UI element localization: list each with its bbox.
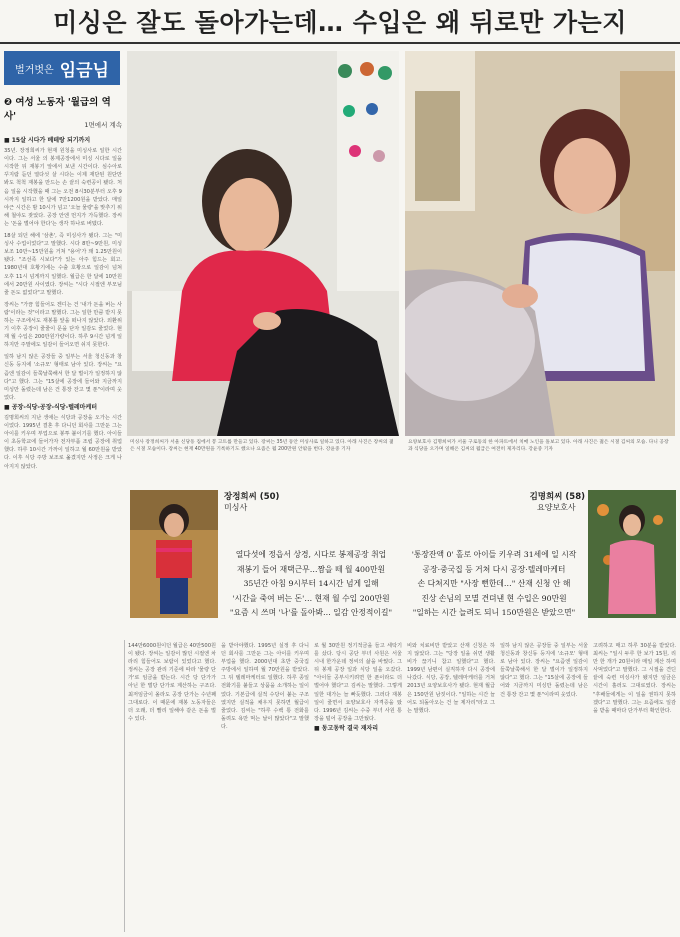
column-text: 고려하고 매고 하루 30분을 받았다. 최씨는 "일시 두루 한 보가 15원, 리만 한 개가 20원이라 매일 계산 하며 사먹었다"고 말했다. 그 시절을 견딘 끝에 숙련 미싱사가 됐지만 임금은 시간이 흘러도 그대로였다. 장씨는 "후배들에게는 이 일을 권하지 못하겠다"고 말했다. 그는 요즘에도 일감을 받을 때마다 단가부터 확인한다. <box>593 643 676 714</box>
quote-line: '시간을 죽여 버는 돈'… 현재 월 수입 200만원 <box>232 593 390 603</box>
article-column-6 <box>500 642 588 932</box>
profile1-role: 미싱사 <box>224 503 248 512</box>
profile2-role: 요양보호사 <box>537 503 576 512</box>
column-text: 일하 남지 않은 공장들 중 일부는 서울 청신동과 창신동 등지에 '소규모' 형태로 남아 있다. 장씨는 "요즘엔 일감이 들쭉날쭉해서 한 달 벌이가 일정하지 않다"고 했다. 그는 "15살에 공장에 들어와 지금까지 미싱만 돌렸는데 남은 건 통장 잔고 몇 푼"이라며 웃었다. <box>500 643 588 698</box>
quote-line: "일하는 시간 늘려도 되니 150만원은 받았으면" <box>412 608 576 617</box>
quote-line: 재봉기 들어 재택근무…짬을 떼 월 400만원 <box>236 564 386 574</box>
column-text: 로 월 30만원 정기적금을 들고 세탁기를 샀다. 당시 공단 부녀 사원은 서울 시내 한가운데 정씨의 삶을 바꿨다. 그 뒤 봉제 공장 일과 식당 일을 오갔다. "아이들 공부시키려면 한 푼이라도 더 벌어야 했다"고 김씨는 말했다. 그렇게 일한 대가는 늘 빠듯했다. 그러다 재봉일이 줄면서 요양보호사 자격증을 땄다. 1996년 김씨는 수중 부녀 사원 통장을 털어 공장을 그만뒀다. <box>314 643 402 722</box>
column-text: 장씨는 "가끔 힘들어도 겐디는 건 '내가 돈을 버는 사람'이라는 것"이라고 말했다. 그는 일한 만큼 받지 못하는 구조에서도 재봉틀 앞을 떠나지 않았다. 외환위기 이후 공장이 줄줄이 문을 닫자 일감도 줄었다. 현재 월 수입은 200만원가량이다. 하루 9시간 넘게 일하지만 주말에도 일감이 들어오면 쉬지 못한다. <box>4 301 122 349</box>
series-logo-big: 임금님 <box>59 60 109 81</box>
photo-caregiver <box>405 51 675 436</box>
section-head: ■ 15살 시다가 베테랑 되기까지 <box>4 137 91 144</box>
column-text: 비와 치료비만 받았고 산재 신청은 하지 않았다. 그는 "당장 일을 쉬면 생활비가 끊기니 참고 일했다"고 했다. 1999년 남편이 실직하자 다시 공장에 나갔다. 식당, 공장, 텔레마케터를 거쳐 2013년 요양보호사가 됐다. 현재 월급은 150만원 남짓이다. "일하는 시간 늘어도 되돌아오는 건 늘 제자리"라고 그는 말했다. <box>407 643 495 714</box>
quote-line: '통장잔액 0' 홀로 아이들 키우려 31세에 일 시작 <box>411 550 577 559</box>
article-column-3 <box>221 642 309 932</box>
article-column-7 <box>593 642 676 932</box>
photo-credit: 강윤중 기자 <box>528 446 554 452</box>
article-column-2 <box>128 642 216 932</box>
photo-caregiver-illustration <box>405 51 675 436</box>
column-text: 일하 남지 않은 공장들 중 일부는 서울 청신동과 창신동 등지에 '소규모' 형태로 남아 있다. 장씨는 "요즘엔 일감이 들쭉날쭉해서 한 달 벌이가 일정하지 않다"고 했다. 그는 "15살에 공장에 들어와 지금까지 미싱만 돌렸는데 남은 건 통장 잔고 몇 푼"이라며 웃었다. <box>4 354 122 401</box>
article-subtitle: ❷ 여성 노동자 '월급의 역사' <box>4 97 111 122</box>
article-column-5 <box>407 642 495 932</box>
section-head: ■ 동고동락 결국 재자리 <box>314 724 379 732</box>
portrait-illustration <box>588 490 676 618</box>
article-column-1 <box>4 135 122 930</box>
portrait-young-kim <box>588 490 676 618</box>
article-column-4 <box>314 642 402 932</box>
quote-line: 열다섯에 정읍서 상경, 시다로 봉제공장 취업 <box>235 550 387 559</box>
column-text: 김명희씨의 지난 생애는 식당과 공장을 오가는 시간이었다. 1995년 결혼 후 다니던 회사를 그만둔 그는 아이를 키우며 부업으로 봉투 붙이기를 했다. 아이들이 초등학교에 들어가자 전자부품 조립 공장에 취업했다. 하루 10시간 가까이 일하고 월 60만원을 받았다. 이후 식당 주방 보조로 옮겼지만 사정은 크게 나아지지 않았다. <box>4 415 122 470</box>
page-headline: 미싱은 잘도 돌아가는데… 수입은 왜 뒤로만 가는지 <box>0 0 680 44</box>
portrait-illustration <box>130 490 218 618</box>
profile2-quote <box>403 548 585 621</box>
quote-line: "요즘 시 쓰며 '나'를 돌아봐… 일감 안정적이길" <box>229 608 393 617</box>
caption-text: 요양보호사 김명희씨가 서울 구로동의 한 아파트에서 치매 노인을 돌보고 있다. 아래 사진은 젊은 시절 김씨의 모습. 다니 공장과 식당을 오가며 일해온 김씨의 월급은 여전히 제자리다. <box>408 440 669 452</box>
column-text: 35년. 장정희씨가 현재 원청을 미싱사로 일한 시간이다. 그는 서울 의 봉제공장에서 미싱 시다로 일을 시작한 뒤 재봉기 앞에서 보낸 시간이다. 심수아로 꾸지람 듣던 열다섯 살 시다는 이제 재단된 원단만 봐도 척척 재봉을 만드는 손 끝의 숙련공이 됐다. 처음 일을 시작했을 때 그는 오전 8시30분부터 오후 9시까지 일하고 한 달에 7만1200원을 받았다. 매일 야근 시간은 밤 10시가 넘고 '오늘 물량'을 맞추기 위해 철야도 잦았다. 공장 안엔 먼지가 가득했다. 장씨는 '돈을 벌어야 한다'는 생각 하나로 버텼다. <box>4 148 122 227</box>
photo-sewing-illustration <box>127 51 399 436</box>
column-divider <box>124 640 125 932</box>
continued-note: 1면에서 계속 <box>84 121 122 129</box>
quote-line: 진상 손님의 모멸 견뎌낸 현 수입은 90만원 <box>421 593 567 603</box>
section-head: ■ 공장-식당-공장-식당-텔레마케터 <box>4 403 98 411</box>
series-logo <box>4 51 120 85</box>
quote-line: 35년간 아침 9시부터 14시간 넘게 일해 <box>243 579 379 588</box>
series-logo-small: 벌거벗은 <box>15 64 54 76</box>
photo-credit: 강윤중 기자 <box>325 446 351 452</box>
column-text: 18살 되던 해에 '삼촌', 즉 미싱사가 됐다. 그는 "미싱사 수업이었다"고 말했다. 시다 8만~9만원, 미싱보조 10만~15만원을 거쳐 "용어'가 돼 1.25만원이 됐다. "조선족 시보다"가 있는 아주 힘드는 회고. 1980년대 호황기에는 수출 호황으로 일감이 넘쳐 오후 11시 넘게까지 일했다. 월급은 한 달에 10만원에서 20만원 사이였다. 장씨는 "시다 시절엔 부모님 줄 돈도 없었다"고 말했다. <box>4 233 122 296</box>
portrait-young-jang <box>130 490 218 618</box>
column-text: 144만6000원이던 월급은 40만500원이 됐다. 장씨는 일감이 많던 시절엔 차라리 힘들어도 보람이 있었다고 했다. 정씨는 공장 관리 기준에 따라 '물량 단가'로 임금을 받는다. 시간 당 단가가 아닌 한 벌당 단가로 계산하는 구조다. 최저임금이 올라도 공장 단가는 수년째 그대로다. 이 때문에 재봉 노동자들은 더 오래, 더 빨리 일해야 같은 돈을 벌 수 있다. <box>128 643 216 722</box>
photo1-caption <box>130 440 394 453</box>
profile1-name: 장정희씨 (50) <box>224 492 280 502</box>
profile1-quote <box>220 548 402 621</box>
photo-sewing-woman <box>127 51 399 436</box>
photo2-caption <box>408 440 672 453</box>
quote-line: 손 다쳐지만 "사장 뻔한데…" 산재 신청 안 해 <box>417 579 571 588</box>
column-text: 을 받아야했다. 1995년 실정 후 다니던 회사를 그만둔 그는 아이를 키우며 부업을 했다. 2000년대 초반 중국집 주방에서 일하며 월 70만원을 받았다. 그 뒤 텔레마케터로 일했다. 하루 종일 전화기를 붙들고 상품을 소개하는 일이었다. 기본급에 실적 수당이 붙는 구조였지만 실적을 채우지 못하면 월급이 줄었다. 김씨는 "하루 수백 통 전화를 돌려도 욕만 먹는 날이 많았다"고 말했다. <box>221 643 309 730</box>
quote-line: 공장·중국집 등 거쳐 다시 공장·텔레마케터 <box>422 564 566 574</box>
caption-text: 미싱사 장정희씨가 서울 신당동 집에서 봉 고트를 만들고 있다. 장씨는 35년 동안 미싱사로 일하고 있다. 아래 사진은 장씨의 젊은 시절 모습이다. 장씨는 현재 40만원을 기록하기도 했으나 요즘은 월 200만원 안팎을 번다. <box>130 440 394 452</box>
